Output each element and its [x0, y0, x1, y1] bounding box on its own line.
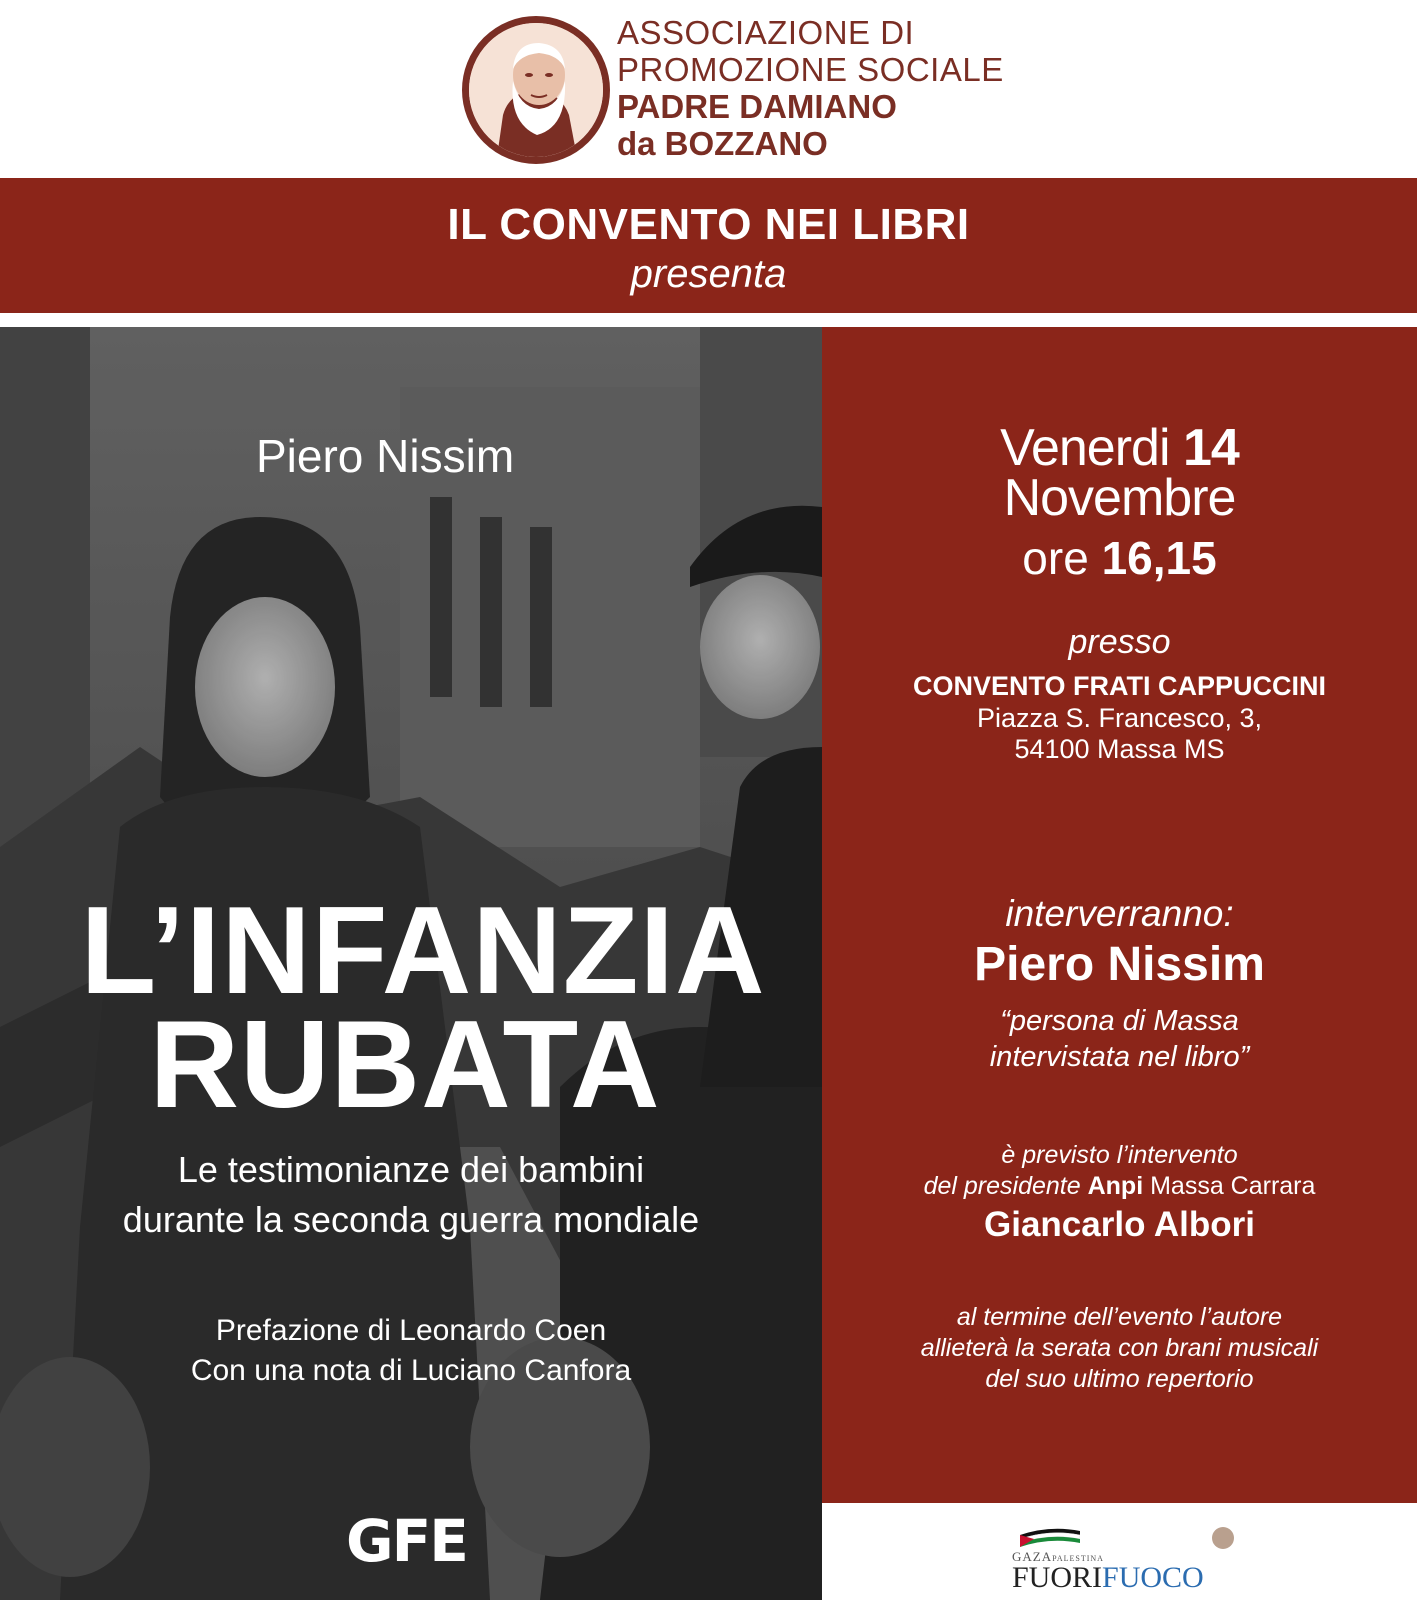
guest-intro-line-1: è previsto l’intervento — [1001, 1141, 1238, 1169]
cover-subtitle-line-2: durante la seconda guerra mondiale — [122, 1199, 700, 1240]
cover-author: Piero Nissim — [256, 430, 515, 482]
association-line-2: PROMOZIONE SOCIALE — [617, 51, 1004, 88]
association-line-1: ASSOCIAZIONE DI — [617, 14, 915, 51]
book-cover — [0, 327, 822, 1600]
event-series-banner — [0, 178, 1417, 313]
guest-intro-line-2 — [822, 1172, 1417, 1201]
closing-line-2: allieterà la serata con brani musicali — [920, 1334, 1319, 1362]
event-info-panel — [822, 327, 1417, 1503]
cover-subtitle-line-1: Le testimonianze dei bambini — [177, 1149, 645, 1190]
speakers-intro: interverranno: — [1005, 893, 1234, 934]
gaza-label: GAZA — [1012, 1549, 1053, 1564]
event-date-line-1 — [822, 419, 1417, 477]
guest-name: Giancarlo Albori — [984, 1205, 1255, 1244]
speaker-note-line-2: intervistata nel libro” — [989, 1041, 1250, 1073]
portrait-icon — [1212, 1527, 1234, 1549]
association-name — [617, 14, 1004, 162]
palestina-label: PALESTINA — [1052, 1554, 1104, 1563]
event-time: 16,15 — [1101, 532, 1217, 584]
cover-credits — [0, 1311, 822, 1391]
event-day-name: Venerdi — [1000, 419, 1170, 477]
cover-title-line-1: L’INFANZIA — [80, 882, 766, 1020]
event-time-prefix: ore — [1022, 532, 1089, 584]
guest-org: Anpi — [1087, 1172, 1144, 1200]
closing-line-3: del suo ultimo repertorio — [985, 1365, 1254, 1393]
event-day-number: 14 — [1182, 419, 1239, 477]
fuoco-word: FUOCO — [1102, 1561, 1204, 1594]
padre-damiano-portrait-logo — [462, 16, 610, 164]
cover-subtitle — [0, 1145, 822, 1245]
venue-address-line-1: Piazza S. Francesco, 3, — [976, 703, 1263, 733]
venue-address-line-2: 54100 Massa MS — [1014, 734, 1225, 764]
event-month: Novembre — [1003, 469, 1236, 527]
fuori-word: FUORI — [1012, 1561, 1103, 1594]
association-line-4: da BOZZANO — [617, 125, 828, 162]
publisher-logo: GFE — [346, 1507, 467, 1575]
event-time-line — [822, 533, 1417, 583]
guest-org-location: Massa Carrara — [1150, 1172, 1316, 1200]
cover-title-line-2: RUBATA — [149, 996, 661, 1134]
fuorifuoco-wordmark — [1012, 1561, 1204, 1595]
series-subtitle: presenta — [630, 252, 787, 296]
header — [0, 0, 1417, 178]
series-title: IL CONVENTO NEI LIBRI — [447, 200, 970, 249]
association-line-3: PADRE DAMIANO — [617, 88, 897, 125]
speaker-name: Piero Nissim — [974, 938, 1265, 991]
closing-line-1: al termine dell’evento l’autore — [956, 1303, 1283, 1331]
palestine-flag-icon — [1020, 1525, 1080, 1547]
cover-credit-note: Con una nota di Luciano Canfora — [190, 1354, 632, 1387]
venue-name: CONVENTO FRATI CAPPUCCINI — [912, 671, 1326, 701]
guest-intro-president: del presidente — [923, 1172, 1081, 1200]
speaker-note-line-1: “persona di Massa — [1000, 1005, 1239, 1037]
cover-credit-preface: Prefazione di Leonardo Coen — [215, 1314, 607, 1347]
venue-intro: presso — [1068, 623, 1171, 661]
fuorifuoco-logo — [822, 1503, 1417, 1600]
